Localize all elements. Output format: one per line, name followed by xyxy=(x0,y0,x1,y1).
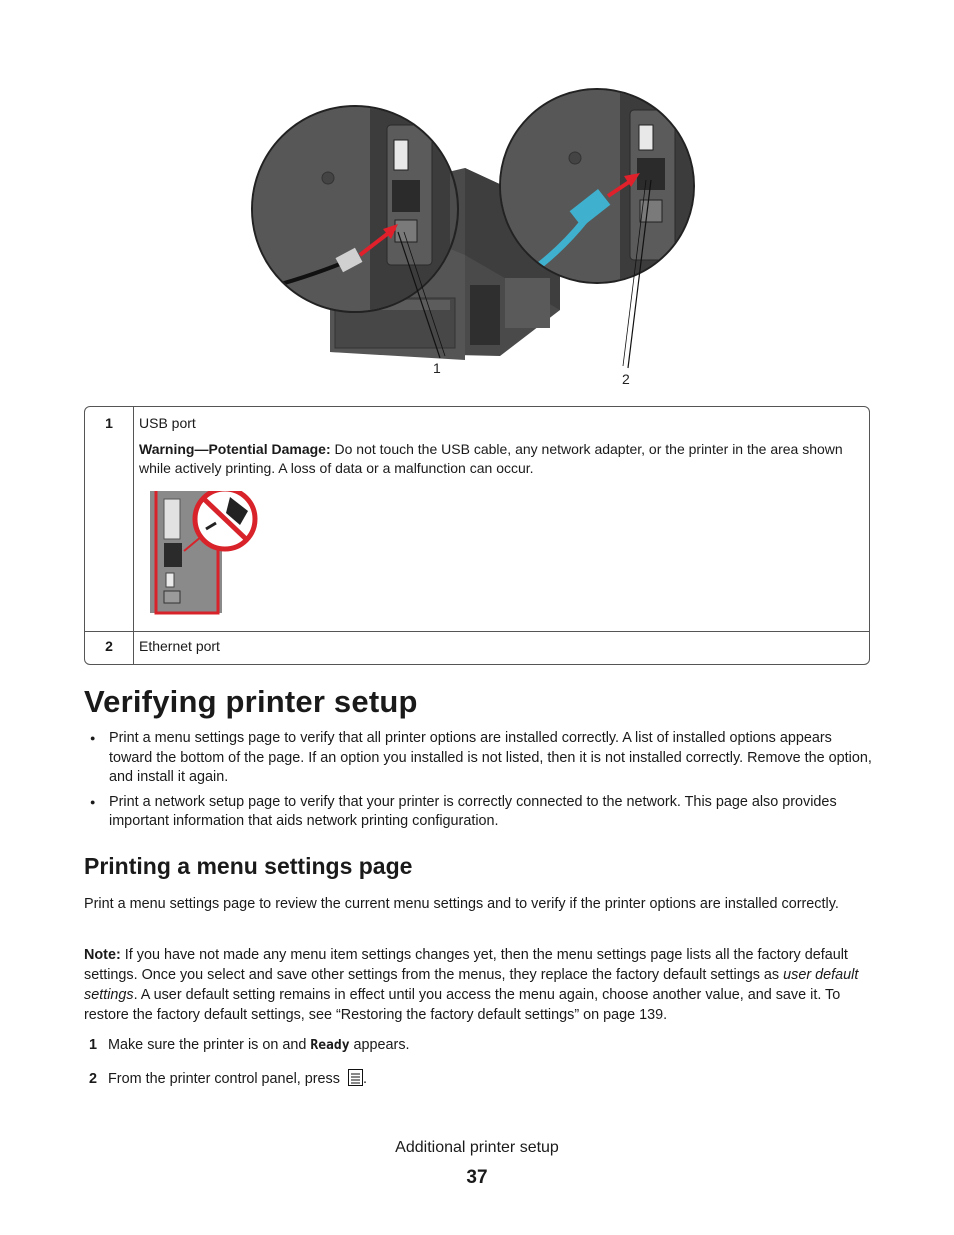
step-number: 1 xyxy=(89,1037,98,1053)
table-row xyxy=(85,407,869,632)
ready-code: Ready xyxy=(310,1038,350,1053)
printer-rear-illustration xyxy=(0,0,954,400)
warning-title: Warning—Potential Damage: xyxy=(139,441,331,457)
note-label: Note: xyxy=(84,947,121,963)
step-text xyxy=(108,1069,367,1089)
note-italic: user default settings xyxy=(84,967,859,1003)
intro-paragraph: Print a menu settings page to review the current menu settings and to verify if the printer options are installed correctly. xyxy=(84,896,839,912)
usb-port-label: USB port xyxy=(139,415,196,431)
note-text-1: If you have not made any menu item settings changes yet, then the menu settings page lists all the factory default settings. Once you select and save other settings from the menus, they replace the factory default settings as xyxy=(84,947,848,983)
warning-body: Do not touch the USB cable, any network adapter, or the printer in the area shown while actively printing. A loss of data or a malfunction can occur. xyxy=(139,441,843,476)
section-title: Verifying printer setup xyxy=(84,684,418,719)
callout-1: 1 xyxy=(433,360,441,376)
footer-section-title: Additional printer setup xyxy=(395,1139,559,1156)
list-item: ● Print a network setup page to verify that your printer is correctly connected to the network. This page also provides important information that aids network printing configuration. xyxy=(84,793,872,832)
step-text xyxy=(108,1035,410,1056)
callout-2: 2 xyxy=(622,371,630,387)
list-item: ● Print a menu settings page to verify that all printer options are installed correctly. A list of installed options appears toward the bottom of the page. If an option you installed is not listed, then it is not installed correctly. Remove the option, and install it again. xyxy=(84,729,872,788)
row-number: 1 xyxy=(85,407,134,632)
verify-bullet-list xyxy=(84,729,872,837)
subsection-title: Printing a menu settings page xyxy=(84,853,413,879)
table-row xyxy=(85,632,869,664)
step-number: 2 xyxy=(89,1071,98,1087)
row-number: 2 xyxy=(85,632,134,664)
note-paragraph xyxy=(84,945,872,1025)
menu-button-icon xyxy=(348,1069,363,1086)
row-description xyxy=(134,407,869,632)
page-number: 37 xyxy=(466,1167,488,1188)
note-text-2: . A user default setting remains in effect until you access the menu again, choose another value, and save it. To restore the factory default settings, see “Restoring the factory default settings” on page 139. xyxy=(84,987,841,1023)
warning-text xyxy=(139,440,865,478)
step-text-before: From the printer control panel, press xyxy=(108,1071,344,1087)
printer-rear-figure xyxy=(0,0,954,400)
prohibit-icon xyxy=(148,491,260,615)
step-text-before: Make sure the printer is on and xyxy=(108,1037,311,1053)
do-not-touch-illustration xyxy=(148,491,865,618)
legend-table xyxy=(84,406,870,665)
step-text-after: . xyxy=(362,1071,367,1087)
step-text-after: appears. xyxy=(349,1037,410,1053)
ethernet-port-label: Ethernet port xyxy=(139,638,220,654)
